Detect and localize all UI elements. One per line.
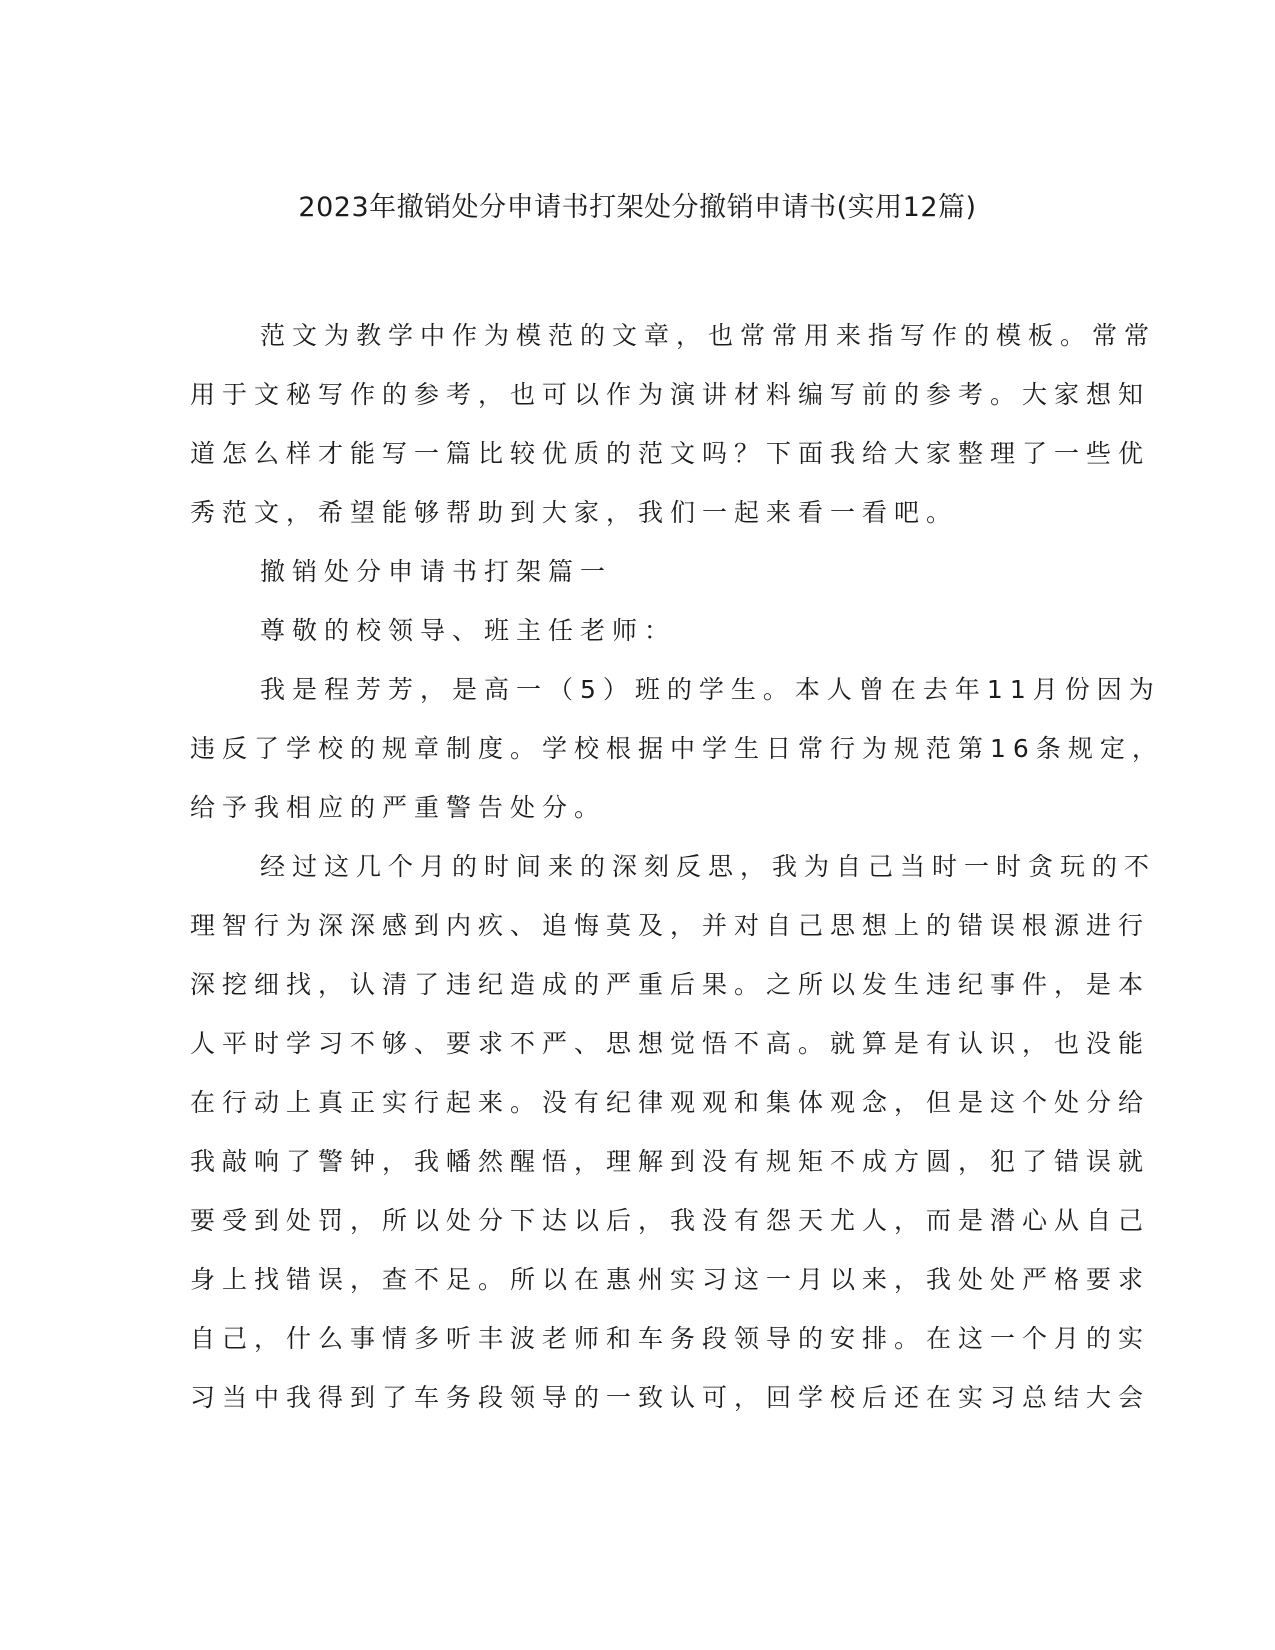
body-line: 自己，什么事情多听丰波老师和车务段领导的安排。在这一个月的实 [190, 1324, 1151, 1353]
body-line: 我敲响了警钟，我幡然醒悟，理解到没有规矩不成方圆，犯了错误就 [190, 1147, 1151, 1176]
body-line: 违反了学校的规章制度。学校根据中学生日常行为规范第16条规定， [190, 734, 1164, 763]
section-heading: 撤销处分申请书打架篇一 [260, 557, 613, 586]
body-line: 用于文秘写作的参考，也可以作为演讲材料编写前的参考。大家想知 [190, 380, 1151, 409]
body-line: 经过这几个月的时间来的深刻反思，我为自己当时一时贪玩的不 [260, 852, 1157, 881]
body-line: 人平时学习不够、要求不严、思想觉悟不高。就算是有认识，也没能 [190, 1029, 1151, 1058]
body-line: 给予我相应的严重警告处分。 [190, 793, 607, 822]
body-line: 身上找错误，查不足。所以在惠州实习这一月以来，我处处严格要求 [190, 1265, 1151, 1294]
body-line: 习当中我得到了车务段领导的一致认可，回学校后还在实习总结大会 [190, 1383, 1151, 1412]
body-line: 道怎么样才能写一篇比较优质的范文吗？下面我给大家整理了一些优 [190, 439, 1151, 468]
body-line: 要受到处罚，所以处分下达以后，我没有怨天尤人，而是潜心从自己 [190, 1206, 1151, 1235]
body-line: 在行动上真正实行起来。没有纪律观观和集体观念，但是这个处分给 [190, 1088, 1151, 1117]
body-line: 范文为教学中作为模范的文章，也常常用来指写作的模板。常常 [260, 321, 1157, 350]
salutation: 尊敬的校领导、班主任老师： [260, 616, 677, 645]
body-line: 秀范文，希望能够帮助到大家，我们一起来看一看吧。 [190, 498, 959, 527]
body-line: 理智行为深深感到内疚、追悔莫及，并对自己思想上的错误根源进行 [190, 911, 1151, 940]
document-title: 2023年撤销处分申请书打架处分撤销申请书(实用12篇) [298, 192, 977, 223]
body-line: 我是程芳芳，是高一（5）班的学生。本人曾在去年11月份因为 [260, 675, 1161, 704]
body-line: 深挖细找，认清了违纪造成的严重后果。之所以发生违纪事件，是本 [190, 970, 1151, 999]
